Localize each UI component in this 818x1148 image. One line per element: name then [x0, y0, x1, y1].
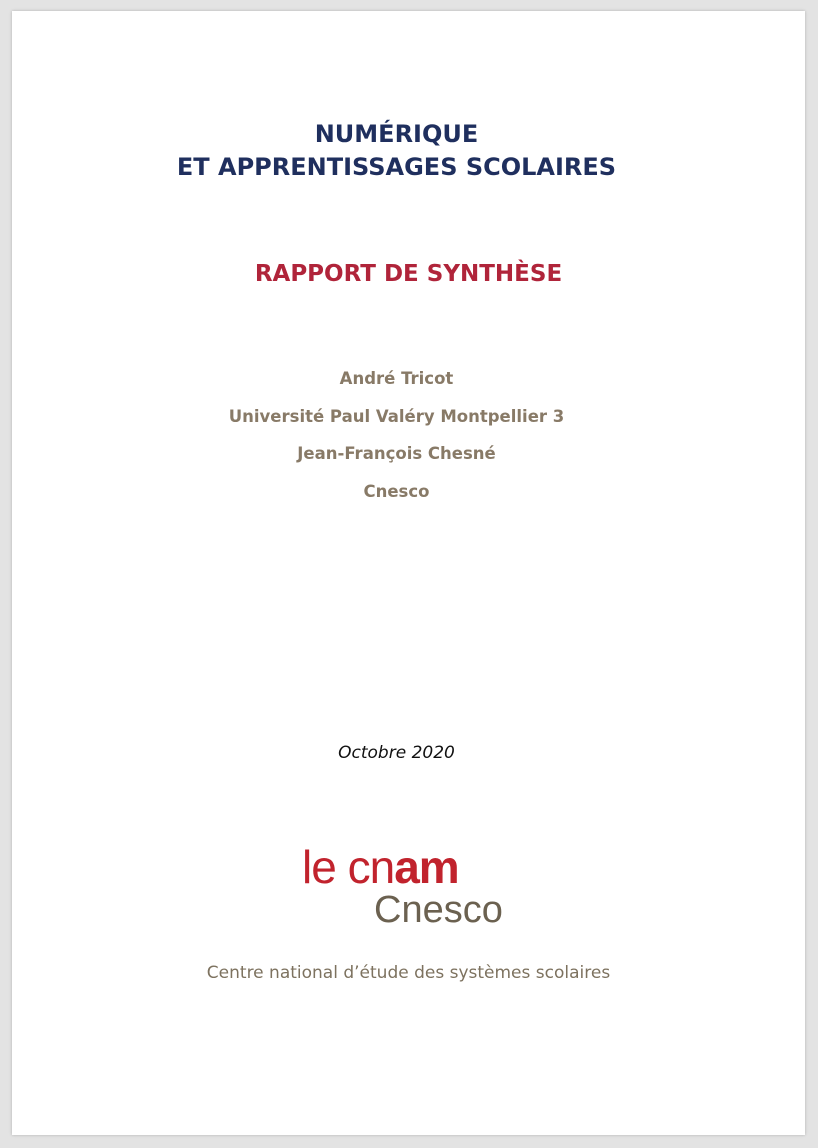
organization-tagline: Centre national d’étude des systèmes scolaires: [206, 963, 611, 983]
cnam-cnesco-logo: [302, 841, 517, 933]
author-name-2: Jean-François Chesné: [297, 444, 496, 463]
logo-n-text: n: [369, 841, 395, 893]
logo-am-text: am: [394, 841, 459, 893]
logo-cnesco-text: Cnesco: [374, 889, 503, 931]
document-title-line-2: ET APPRENTISSAGES SCOLAIRES: [176, 153, 617, 181]
logo-le-cnam: [302, 841, 459, 893]
document-subtitle: RAPPORT DE SYNTHÈSE: [254, 261, 563, 287]
document-title-line-1: NUMÉRIQUE: [314, 120, 479, 148]
document-page: [12, 11, 805, 1135]
author-name-1: André Tricot: [339, 369, 454, 388]
publication-date: Octobre 2020: [338, 743, 455, 763]
author-affiliation-1: Université Paul Valéry Montpellier 3: [228, 407, 565, 426]
logo-le-text: le c: [302, 841, 370, 893]
author-affiliation-2: Cnesco: [363, 482, 430, 501]
